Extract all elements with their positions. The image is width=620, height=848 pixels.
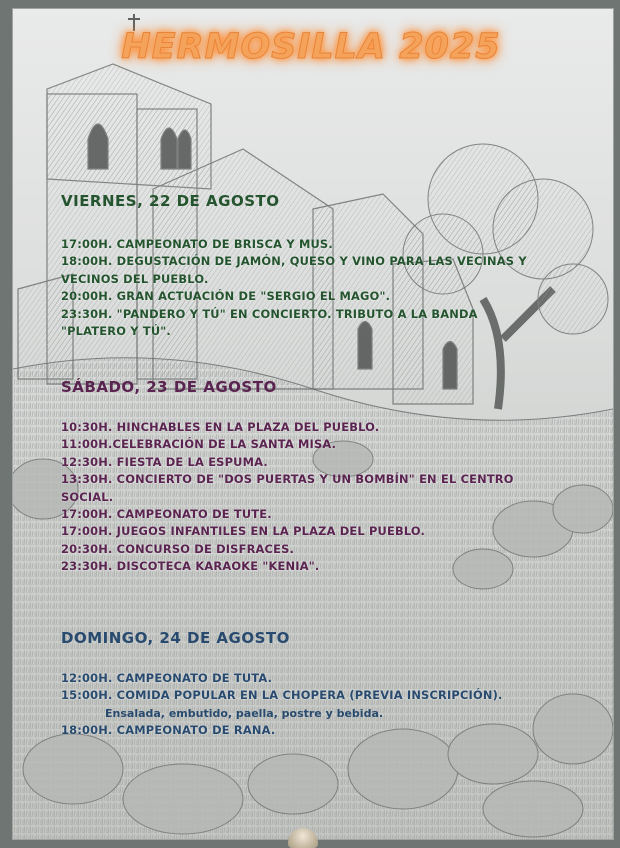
event-line: 17:00H. CAMPEONATO DE BRISCA Y MUS. [61, 237, 333, 251]
event-line: 17:00H. JUEGOS INFANTILES EN LA PLAZA DEL PUEBLO. [61, 524, 426, 539]
event-line: 17:00H. CAMPEONATO DE TUTE. [61, 507, 272, 522]
day-heading-friday: VIERNES, 22 DE AGOSTO [61, 192, 280, 210]
event-line: 20:30H. CONCURSO DE DISFRACES. [61, 541, 295, 556]
event-line: 23:30H. "PANDERO Y TÚ" EN CONCIERTO. TRIBUTO A LA BANDA [61, 306, 478, 321]
event-line: 20:00H. GRAN ACTUACIÓN DE "SERGIO EL MAGO". [61, 289, 391, 304]
event-line: VECINOS DEL PUEBLO. [61, 271, 209, 286]
event-line: 18:00H. DEGUSTACIÓN DE JAMÓN, QUESO Y VINO PARA LAS VECINAS Y [61, 254, 527, 269]
event-line: 13:30H. CONCIERTO DE "DOS PUERTAS Y UN BOMBÍN" EN EL CENTRO [61, 472, 514, 487]
festival-poster [12, 8, 614, 840]
event-line: 10:30H. HINCHABLES EN LA PLAZA DEL PUEBLO. [61, 420, 380, 434]
day-heading-saturday: SÁBADO, 23 DE AGOSTO [61, 378, 277, 396]
event-line: 18:00H. CAMPEONATO DE RANA. [61, 722, 276, 737]
poster-title: HERMOSILLA 2025 [121, 27, 501, 67]
friday-events [61, 236, 591, 340]
event-line: 12:00H. CAMPEONATO DE TUTA. [61, 671, 273, 685]
event-line: 12:30H. FIESTA DE LA ESPUMA. [61, 454, 268, 469]
event-line: "PLATERO Y TÚ". [61, 324, 171, 339]
saturday-events [61, 419, 591, 576]
event-line: SOCIAL. [61, 489, 114, 504]
event-line: 23:30H. DISCOTECA KARAOKE "KENIA". [61, 559, 320, 574]
event-line: 11:00H.CELEBRACIÓN DE LA SANTA MISA. [61, 437, 337, 452]
sunday-events [61, 670, 591, 739]
menu-note: Ensalada, embutido, paella, postre y bebida. [105, 706, 384, 720]
day-heading-sunday: DOMINGO, 24 DE AGOSTO [61, 629, 290, 647]
event-line: 15:00H. COMIDA POPULAR EN LA CHOPERA (PREVIA INSCRIPCIÓN). [61, 688, 503, 703]
